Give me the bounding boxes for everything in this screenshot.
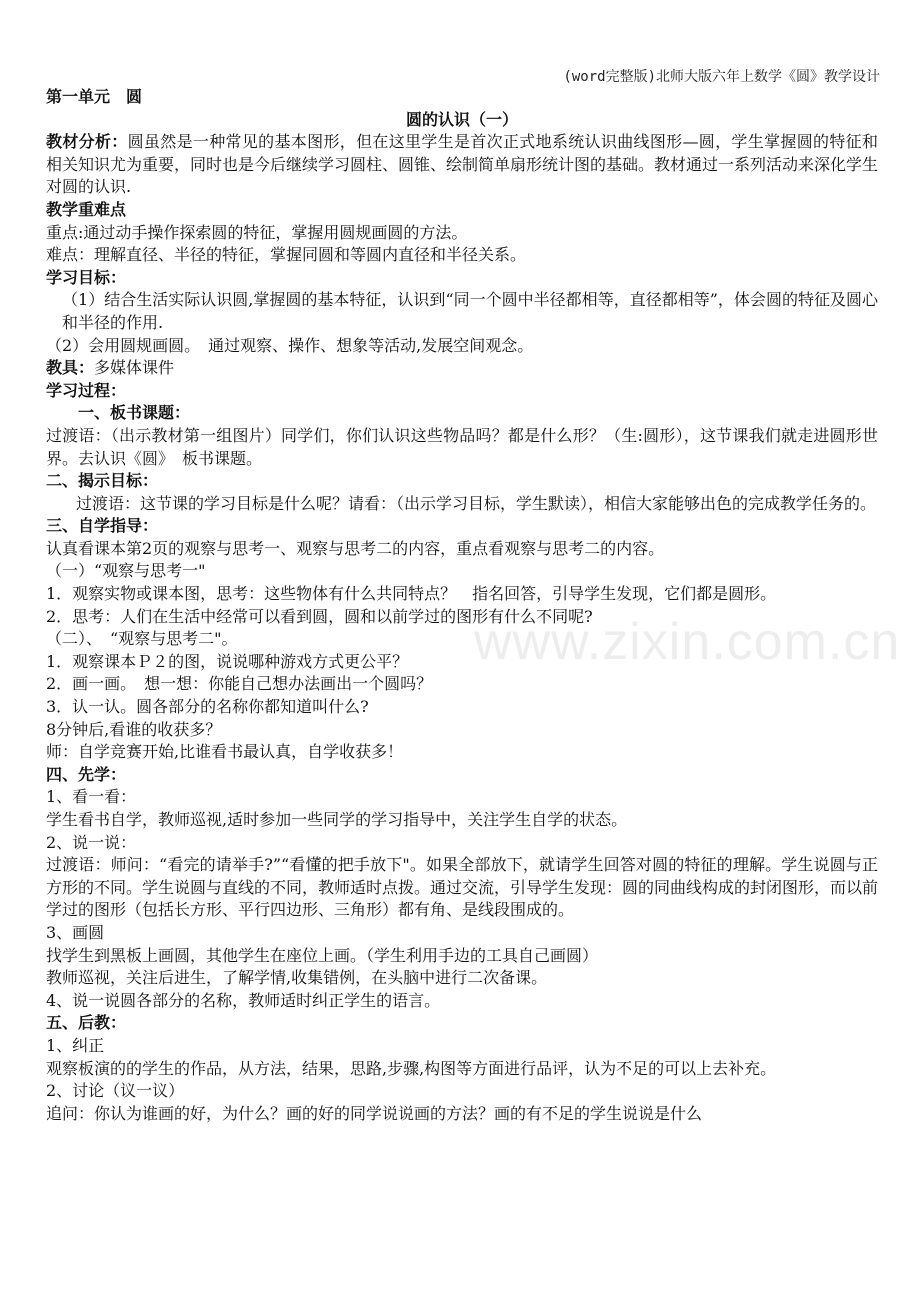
document-body <box>46 86 878 1125</box>
section-3-question-5: 3．认一认。圆各部分的名称你都知道叫什么? <box>46 697 369 717</box>
section-5-item-2-text: 追问：你认为谁画的好，为什么？画的好的同学说说画的方法？画的有不足的学生说说是什么 <box>46 1103 703 1123</box>
section-3-question-2: 2．思考：人们在生活中经常可以看到圆，圆和以前学过的图形有什么不同呢? <box>46 606 593 626</box>
section-4-heading: 四、先学： <box>46 764 127 784</box>
watermark-text: www.zixin.com.cn <box>474 613 901 671</box>
section-1-text: 过渡语：（出示教材第一组图片）同学们，你们认识这些物品吗？都是什么形？（生:圆形），这节课我们就走进圆形世界。去认识《圆》 板书课题。 <box>46 425 878 468</box>
section-2-text: 过渡语：这节课的学习目标是什么呢？请看：（出示学习目标，学生默读），相信大家能够出色的完成教学任务的。 <box>76 493 877 513</box>
analysis-paragraph <box>46 131 878 199</box>
section-2-heading: 二、揭示目标： <box>46 471 159 491</box>
section-4-item-3-text-1: 找学生到黑板上画圆，其他学生在座位上画。（学生利用手边的工具自己画圆） <box>46 945 599 965</box>
key-point-text: 重点:通过动手操作探索圆的特征，掌握用圆规画圆的方法。 <box>46 222 468 242</box>
unit-title: 第一单元 圆 <box>46 87 143 106</box>
section-4-item-2: 2、说一说： <box>46 832 137 852</box>
section-4-item-1: 1、看一看： <box>46 787 137 807</box>
section-4-item-3-text-2: 教师巡视，关注后进生，了解学情,收集错例，在头脑中进行二次备课。 <box>46 968 548 988</box>
section-3-heading: 三、自学指导： <box>46 516 159 536</box>
section-3-question-6: 8分钟后,看谁的收获多？ <box>46 719 222 739</box>
lesson-title: 圆的认识（一） <box>405 109 518 129</box>
section-3-question-4: 2．画一画。 想一想：你能自己想办法画出一个圆吗？ <box>46 674 433 694</box>
section-5-item-1: 1、纠正 <box>46 1035 105 1055</box>
section-4-item-1-text: 学生看书自学，教师巡视,适时参加一些同学的学习指导中，关注学生自学的状态。 <box>46 810 628 829</box>
section-4-item-4: 4、说一说圆各部分的名称，教师适时纠正学生的语言。 <box>46 990 441 1010</box>
section-3-question-3: 1．观察课本Ｐ２的图，说说哪种游戏方式更公平？ <box>46 651 409 671</box>
document-header: (word完整版)北师大版六年上数学《圆》教学设计 <box>563 69 880 85</box>
process-heading: 学习过程： <box>46 380 127 400</box>
section-5-heading: 五、后教： <box>46 1013 127 1033</box>
section-3-question-1: 1．观察实物或课本图，思考：这些物体有什么共同特点？ 指名回答，引导学生发现，它们都是圆形。 <box>46 584 777 604</box>
goal-2: （2）会用圆规画圆。 通过观察、操作、想象等活动,发展空间观念。 <box>46 335 534 355</box>
analysis-label: 教材分析： <box>46 132 128 152</box>
section-1-heading: 一、板书课题： <box>78 403 191 423</box>
goals-heading: 学习目标： <box>46 267 127 287</box>
tools-line <box>46 357 878 380</box>
section-3-question-7: 师：自学竞赛开始,比谁看书最认真，自学收获多！ <box>46 742 404 762</box>
section-3-intro: 认真看课本第2页的观察与思考一、观察与思考二的内容，重点看观察与思考二的内容。 <box>46 538 665 558</box>
tools-label: 教具： <box>46 358 95 378</box>
difficult-point-text: 难点：理解直径、半径的特征，掌握同圆和等圆内直径和半径关系。 <box>46 245 527 265</box>
tools-text: 多媒体课件 <box>94 358 175 378</box>
section-4-item-2-text: 过渡语：师问：“看完的请举手?”“看懂的把手放下"。如果全部放下，就请学生回答对圆的特征的理解。学生说圆与正方形的不同。学生说圆与直线的不同，教师适时点拨。通过交流，引导学生发现：圆的同曲线构成的封闭图形，而以前学过的图形（包括长方形、平行四边形、三角形）都有角、是线段围成的。 <box>46 855 879 920</box>
analysis-text: 圆虽然是一种常见的基本图形，但在这里学生是首次正式地系统认识曲线图形—圆，学生掌握圆的特征和相关知识尤为重要，同时也是今后继续学习圆柱、圆锥、绘制简单扇形统计图的基础。教材通过一系列活动来深化学生对圆的认识. <box>46 132 879 197</box>
section-5-item-2: 2、讨论（议一议） <box>46 1081 185 1101</box>
goal-1: （1）结合生活实际认识圆,掌握圆的基本特征，认识到“同一个圆中半径都相等，直径都相等”，体会圆的特征及圆心和半径的作用. <box>62 290 878 332</box>
section-5-item-1-text: 观察板演的的学生的作品，从方法，结果，思路,步骤,构图等方面进行品评，认为不足的可以上去补充。 <box>46 1058 777 1078</box>
section-3-sub-1: （一）“观察与思考一" <box>46 561 206 581</box>
section-4-item-3: 3、画圆 <box>46 922 105 942</box>
key-points-heading: 教学重难点 <box>46 199 127 219</box>
section-3-sub-2: （二）、 “观察与思考二"。 <box>46 629 238 649</box>
